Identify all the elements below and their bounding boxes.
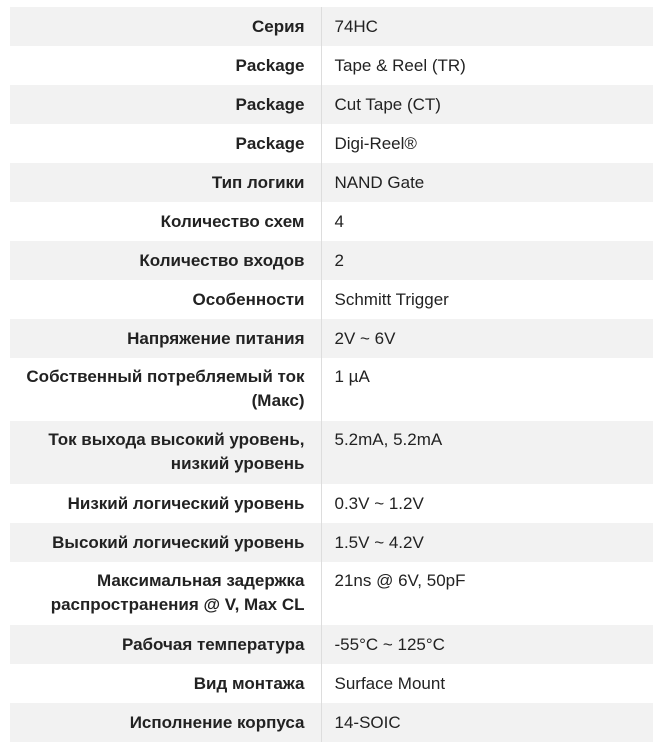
spec-row-quiescent-current bbox=[10, 358, 653, 421]
spec-label: Исполнение корпуса bbox=[10, 703, 321, 742]
spec-label: Низкий логический уровень bbox=[10, 484, 321, 523]
spec-value: 21ns @ 6V, 50pF bbox=[334, 571, 466, 590]
spec-label: Вид монтажа bbox=[10, 664, 321, 703]
spec-row-operating-temperature bbox=[10, 625, 653, 664]
spec-row-input-count bbox=[10, 241, 653, 280]
spec-row-package-digireel bbox=[10, 124, 653, 163]
spec-row-series bbox=[10, 7, 653, 46]
spec-row-package-ct bbox=[10, 85, 653, 124]
spec-label: Особенности bbox=[10, 280, 321, 319]
spec-row-low-logic-level bbox=[10, 484, 653, 523]
spec-value: 1 µA bbox=[334, 367, 370, 386]
spec-value: Schmitt Trigger bbox=[334, 289, 449, 309]
spec-value: 2V ~ 6V bbox=[321, 319, 653, 358]
spec-row-supply-voltage bbox=[10, 319, 653, 358]
spec-row-propagation-delay bbox=[10, 562, 653, 625]
spec-label: Напряжение питания bbox=[10, 319, 321, 358]
spec-value: Tape & Reel (TR) bbox=[334, 55, 466, 75]
spec-value: 5.2mA, 5.2mA bbox=[321, 421, 653, 484]
spec-label: Ток выхода высокий уровень, низкий уровень bbox=[10, 421, 321, 484]
spec-value: 74HC bbox=[321, 7, 653, 46]
spec-label: Количество схем bbox=[10, 202, 321, 241]
spec-label: Package bbox=[10, 46, 321, 85]
spec-value: 4 bbox=[334, 211, 344, 231]
spec-row-logic-type bbox=[10, 163, 653, 202]
spec-label: Package bbox=[10, 85, 321, 124]
spec-value: NAND Gate bbox=[321, 163, 653, 202]
spec-row-package-case bbox=[10, 703, 653, 742]
spec-row-package-tr bbox=[10, 46, 653, 85]
spec-value: Digi-Reel® bbox=[334, 133, 417, 153]
spec-label: Рабочая температура bbox=[10, 625, 321, 664]
spec-value: -55°C ~ 125°C bbox=[321, 625, 653, 664]
spec-row-features bbox=[10, 280, 653, 319]
spec-row-output-current bbox=[10, 421, 653, 484]
spec-label: Package bbox=[10, 124, 321, 163]
specifications-table bbox=[10, 7, 653, 742]
spec-label: Серия bbox=[10, 7, 321, 46]
spec-label: Высокий логический уровень bbox=[10, 523, 321, 562]
spec-value: 1.5V ~ 4.2V bbox=[321, 523, 653, 562]
spec-label: Собственный потребляемый ток (Макс) bbox=[10, 358, 321, 421]
spec-row-mounting-type bbox=[10, 664, 653, 703]
spec-value: 2 bbox=[321, 241, 653, 280]
spec-label: Максимальная задержка распространения @ V, Max CL bbox=[10, 562, 321, 625]
spec-row-high-logic-level bbox=[10, 523, 653, 562]
spec-row-circuit-count bbox=[10, 202, 653, 241]
spec-label: Тип логики bbox=[10, 163, 321, 202]
spec-label: Количество входов bbox=[10, 241, 321, 280]
spec-value: 0.3V ~ 1.2V bbox=[334, 493, 424, 513]
spec-value: Surface Mount bbox=[334, 673, 446, 693]
spec-value: Cut Tape (CT) bbox=[321, 85, 653, 124]
spec-value: 14-SOIC bbox=[321, 703, 653, 742]
